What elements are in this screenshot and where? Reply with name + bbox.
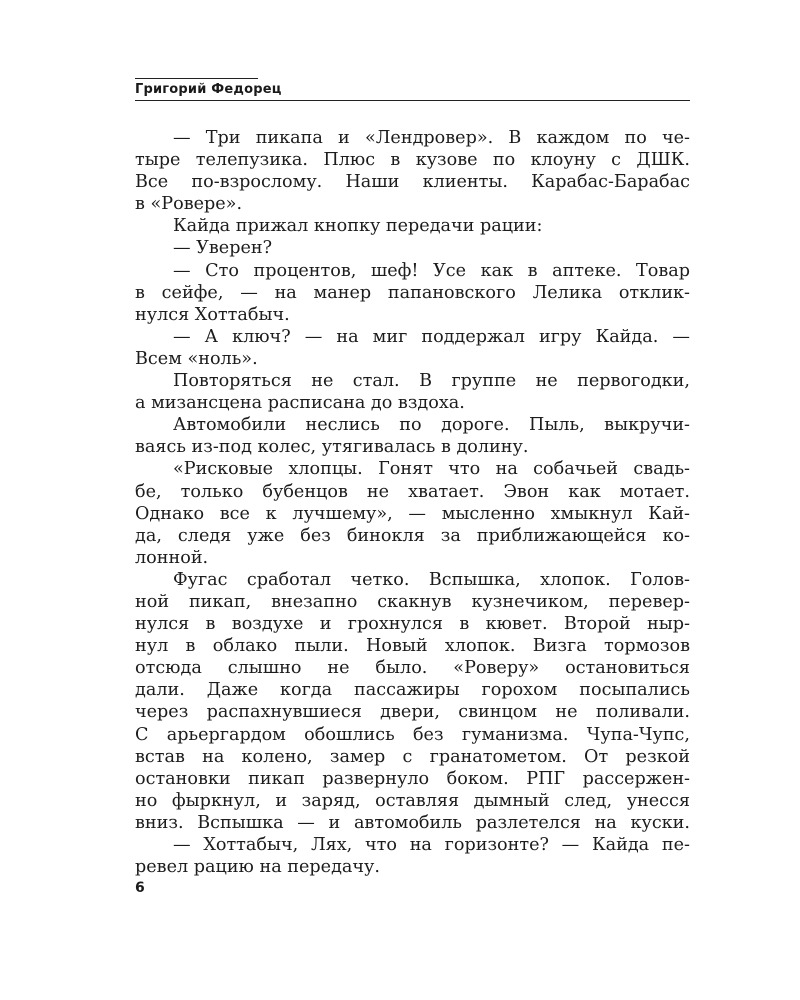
text-line: через распахнувшиеся двери, свинцом не поливали.: [135, 702, 690, 723]
text-line: нулся Хоттабыч.: [135, 304, 290, 325]
text-line: бе, только бубенцов не хватает. Эвон как мотает.: [135, 481, 690, 502]
header-rule-bottom: [135, 100, 690, 101]
body-text: [135, 127, 690, 878]
text-line: С арьергардом обошлись без гуманизма. Чупа-Чупс,: [135, 724, 690, 745]
text-line: — Уверен?: [173, 238, 273, 259]
text-line: в сейфе, — на манер папановского Лелика отклик-: [135, 282, 690, 303]
text-line: ваясь из-под колес, утягивалась в долину.: [135, 437, 529, 458]
text-line: но фыркнул, и заряд, оставляя дымный след, унесся: [135, 790, 690, 811]
text-line: — А ключ? — на миг поддержал игру Кайда. —: [173, 326, 690, 347]
text-line: Однако все к лучшему», — мысленно хмыкнул Кай-: [135, 503, 690, 524]
text-line: ревел рацию на передачу.: [135, 857, 380, 878]
text-line: в «Ровере».: [135, 194, 243, 215]
text-line: остановки пикап развернуло боком. РПГ рассержен-: [135, 768, 690, 789]
text-line: встав на колено, замер с гранатометом. От резкой: [135, 746, 690, 767]
text-line: вниз. Вспышка — и автомобиль разлетелся на куски.: [135, 812, 690, 833]
text-line: Всем «ноль».: [135, 348, 258, 369]
text-line: Повторяться не стал. В группе не первогодки,: [173, 371, 690, 392]
text-line: да, следя уже без бинокля за приближающейся ко-: [135, 525, 690, 546]
text-line: нул в облако пыли. Новый хлопок. Визга тормозов: [135, 636, 690, 657]
text-line: — Хоттабыч, Лях, что на горизонте? — Кайда пе-: [173, 835, 690, 855]
running-header: [135, 78, 690, 104]
text-line: Все по-взрослому. Наши клиенты. Карабас-Барабас: [135, 172, 690, 193]
text-line: — Сто процентов, шеф! Усе как в аптеке. Товар: [173, 260, 690, 281]
text-line: нулся в воздухе и грохнулся в кювет. Второй ныр-: [135, 614, 690, 635]
text-line: тыре телепузика. Плюс в кузове по клоуну с ДШК.: [135, 150, 690, 171]
text-line: дали. Даже когда пассажиры горохом посыпались: [135, 680, 690, 701]
page-number: 6: [135, 880, 145, 896]
text-line: «Рисковые хлопцы. Гонят что на собачьей свадь-: [173, 459, 690, 480]
text-line: — Три пикапа и «Лендровер». В каждом по че-: [173, 128, 690, 148]
text-line: а мизансцена расписана до вздоха.: [135, 393, 465, 414]
header-author: Григорий Федорец: [135, 82, 282, 97]
text-line: Кайда прижал кнопку передачи рации:: [173, 216, 543, 237]
text-line: Фугас сработал четко. Вспышка, хлопок. Голов-: [173, 569, 690, 590]
text-line: ной пикап, внезапно скакнув кузнечиком, перевер-: [135, 591, 690, 612]
text-line: Автомобили неслись по дороге. Пыль, выкручи-: [173, 415, 690, 436]
text-line: лонной.: [135, 547, 209, 568]
header-rule-top: [135, 78, 258, 79]
text-line: отсюда слышно не было. «Роверу» остановиться: [135, 658, 690, 679]
